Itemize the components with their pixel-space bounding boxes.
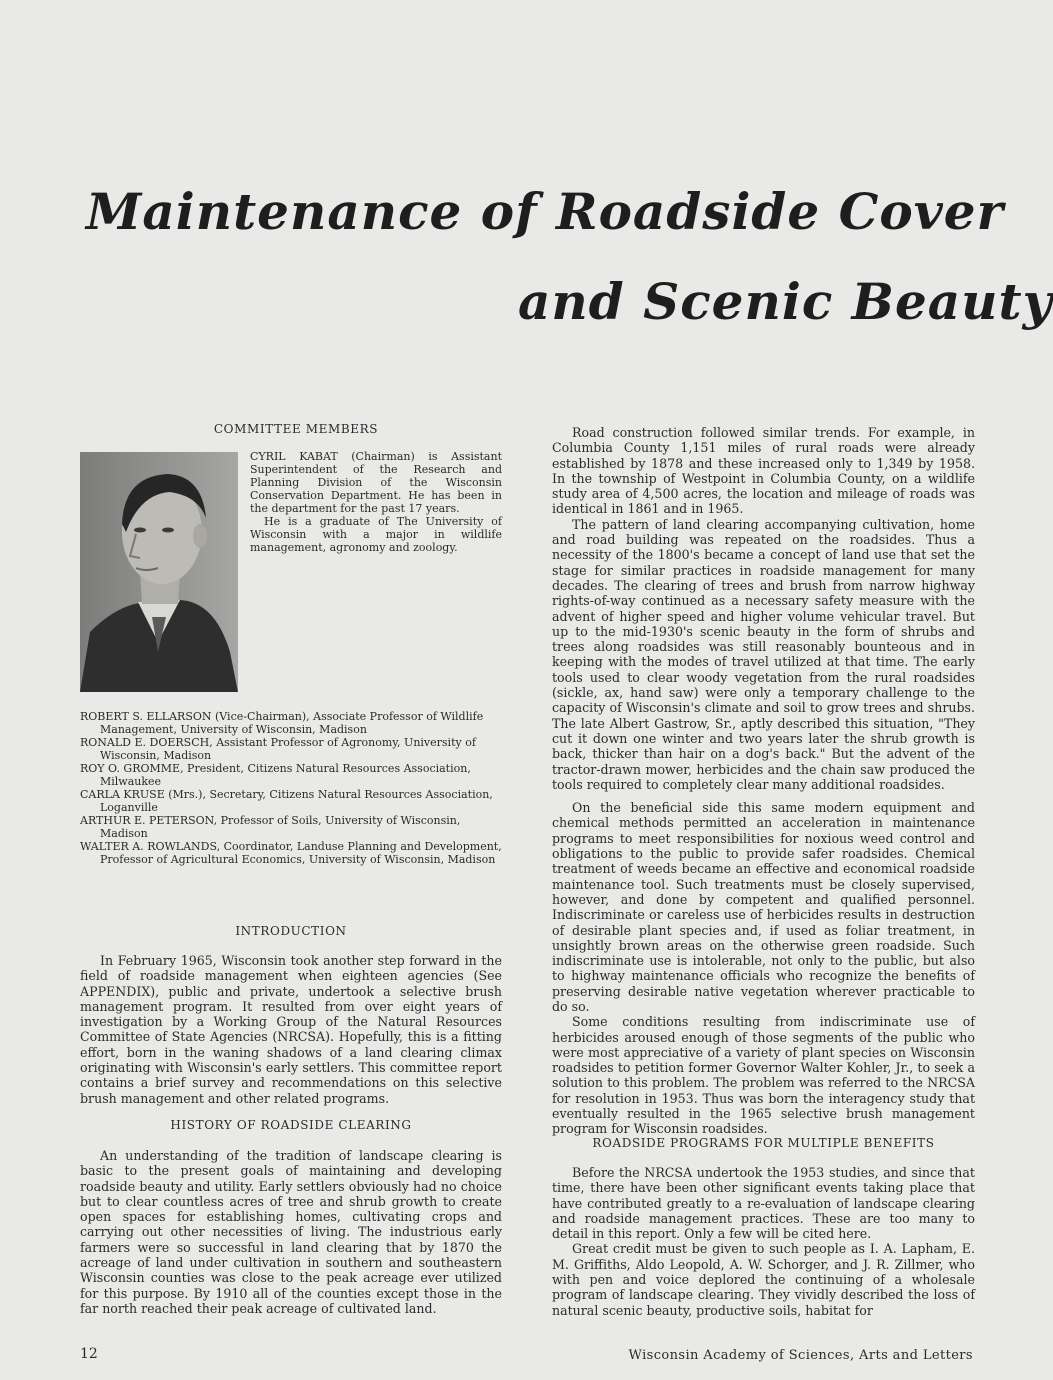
article-title-line-1: Maintenance of Roadside Cover bbox=[86, 182, 1004, 241]
chairman-portrait bbox=[80, 452, 238, 692]
committee-member: CARLA KRUSE (Mrs.), Secretary, Citizens Natural Resources Association, Loganville bbox=[80, 788, 493, 814]
body-paragraph: Some conditions resulting from indiscriminate use of herbicides aroused enough of those segments of the public who were most appreciative of a variety of plant species on Wisconsin roadsides to petition former Governor Walter Kohler, Jr., to seek a solution to this problem. The problem was referred to the NRCSA for resolution in 1953. Thus was born the interagency study that eventually resulted in the 1965 selective brush management program for Wisconsin roadsides. bbox=[552, 1014, 975, 1137]
bio-paragraph: He is a graduate of The University of Wisconsin with a major in wildlife management, agronomy and zoology. bbox=[250, 515, 502, 554]
committee-member: ARTHUR E. PETERSON, Professor of Soils, University of Wisconsin, Madison bbox=[80, 814, 461, 840]
committee-heading: COMMITTEE MEMBERS bbox=[213, 422, 379, 436]
body-paragraph: Great credit must be given to such people as I. A. Lapham, E. M. Griffiths, Aldo Leopold, A. W. Schorger, and J. R. Zillmer, who with pen and voice deplored the continuing of a wholesale program of landscape clearing. They vividly described the loss of natural scenic beauty, productive soils, habitat for bbox=[552, 1241, 975, 1318]
bio-paragraph: CYRIL KABAT (Chairman) is Assistant Superintendent of the Research and Planning Division of the Wisconsin Conservation Department. He has been in the department for the past 17 years. bbox=[250, 450, 502, 515]
page-number: 12 bbox=[80, 1346, 98, 1362]
history-heading: HISTORY OF ROADSIDE CLEARING bbox=[170, 1118, 412, 1132]
body-paragraph: On the beneficial side this same modern equipment and chemical methods permitted an acceleration in maintenance programs to meet responsibilities for noxious weed control and obligations to the public to provide safer roadsides. Chemical treatment of weeds became an effective and economical roadside maintenance tool. Such treatments must be closely supervised, however, and done by competent and qualified personnel. Indiscriminate or careless use of herbicides results in destruction of desirable plant species and, if used as foliar treatment, in unsightly brown areas on the otherwise green roadside. Such indiscriminate use is intolerable, not only to the public, but also to highway maintenance officials who recognize the benefits of preserving desirable native vegetation wherever practicable to do so. bbox=[552, 800, 975, 1014]
committee-member-list bbox=[80, 710, 502, 866]
committee-member: ROY O. GROMME, President, Citizens Natural Resources Association, Milwaukee bbox=[80, 762, 471, 788]
right-column-body bbox=[552, 425, 975, 1137]
roadside-programs-body bbox=[552, 1165, 975, 1318]
portrait-image bbox=[80, 452, 238, 692]
chairman-bio bbox=[250, 450, 502, 554]
history-body bbox=[80, 1148, 502, 1316]
introduction-paragraph: In February 1965, Wisconsin took another step forward in the field of roadside management when eighteen agencies (See APPENDIX), public and private, undertook a selective brush management program. It resulted from over eight years of investigation by a Working Group of the Natural Resources Committee of State Agencies (NRCSA). Hopefully, this is a fitting effort, born in the waning shadows of a land clearing climax originating with Wisconsin's early settlers. This committee report contains a brief survey and recommendations on this selective brush management and other related programs. bbox=[80, 953, 502, 1106]
article-title-line-2: and Scenic Beauty bbox=[518, 272, 1053, 331]
introduction-heading: INTRODUCTION bbox=[235, 924, 347, 938]
introduction-body bbox=[80, 953, 502, 1106]
committee-member: WALTER A. ROWLANDS, Coordinator, Landuse Planning and Development, Professor of Agricultural Economics, University of Wisconsin, Madison bbox=[80, 840, 502, 866]
history-paragraph: An understanding of the tradition of landscape clearing is basic to the present goals of maintaining and developing roadside beauty and utility. Early settlers obviously had no choice but to clear countless acres of tree and shrub growth to create open spaces for establishing homes, cultivating crops and carrying out other necessities of living. The industrious early farmers were so successful in land clearing that by 1870 the acreage of land under cultivation in southern and southeastern Wisconsin counties was close to the peak acreage ever utilized for this purpose. By 1910 all of the counties except those in the far north reached their peak acreage of cultivated land. bbox=[80, 1148, 502, 1316]
committee-member: ROBERT S. ELLARSON (Vice-Chairman), Associate Professor of Wildlife Management, University of Wisconsin, Madison bbox=[80, 710, 484, 736]
body-paragraph: Road construction followed similar trends. For example, in Columbia County 1,151 miles of rural roads were already established by 1878 and these increased only to 1,349 by 1958. In the township of Westpoint in Columbia County, on a wildlife study area of 4,500 acres, the location and mileage of roads was identical in 1861 and in 1965. bbox=[552, 425, 975, 517]
committee-member: RONALD E. DOERSCH, Assistant Professor of Agronomy, University of Wisconsin, Madison bbox=[80, 736, 476, 762]
publication-footer: Wisconsin Academy of Sciences, Arts and Letters bbox=[628, 1348, 973, 1363]
body-paragraph: The pattern of land clearing accompanying cultivation, home and road building was repeated on the roadsides. Thus a necessity of the 1800's became a concept of land use that set the stage for similar practices in roadside management for many decades. The clearing of trees and brush from narrow highway rights-of-way continued as a necessary safety measure with the advent of higher speed and higher volume vehicular travel. But up to the mid-1930's scenic beauty in the form of shrubs and trees along roadsides was still reasonably bounteous and in keeping with the modes of travel utilized at that time. The early tools used to clear woody vegetation from the rural roadsides (sickle, ax, hand saw) were only a temporary challenge to the capacity of Wisconsin's climate and soil to grow trees and shrubs. The late Albert Gastrow, Sr., aptly described this situation, "They cut it down one winter and two years later the shrub growth is back, thicker than hair on a dog's back." But the advent of the tractor-drawn mower, herbicides and the chain saw produced the tools required to completely clear many additional roadsides. bbox=[552, 516, 975, 792]
body-paragraph: Before the NRCSA undertook the 1953 studies, and since that time, there have been other significant events taking place that have contributed greatly to a re-evaluation of landscape clearing and roadside management practices. These are too many to detail in this report. Only a few will be cited here. bbox=[552, 1165, 975, 1242]
roadside-programs-heading: ROADSIDE PROGRAMS FOR MULTIPLE BENEFITS bbox=[592, 1136, 935, 1150]
